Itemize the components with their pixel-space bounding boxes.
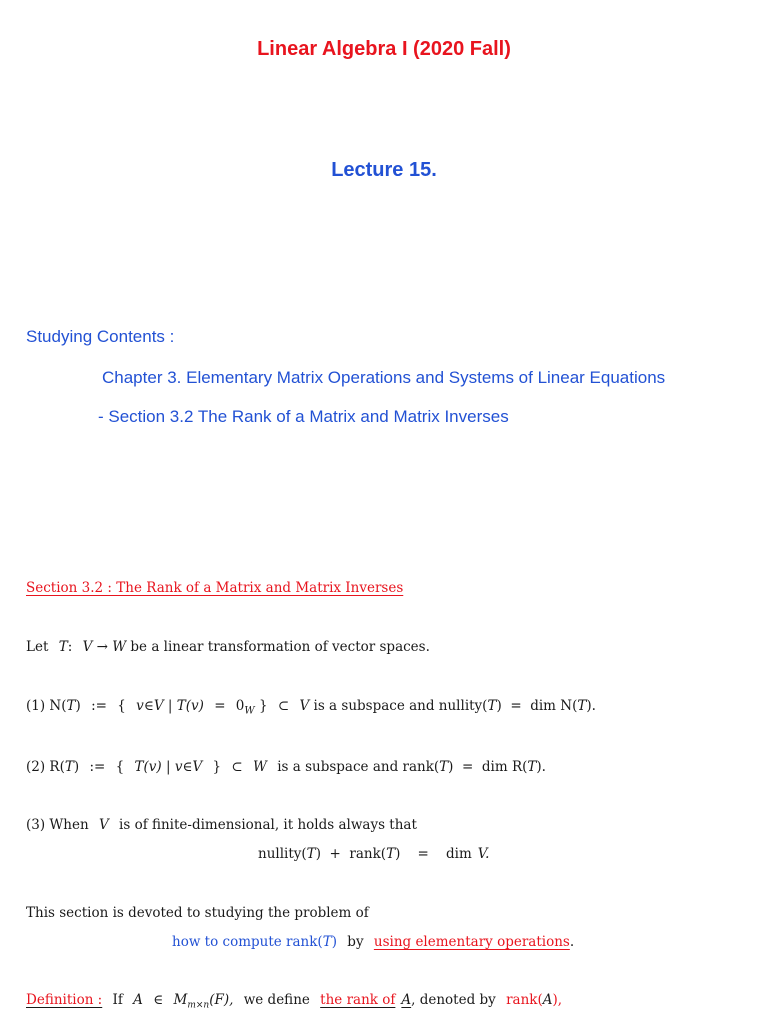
item1-T2: T: [487, 698, 497, 714]
item2-rest: is a subspace and rank(: [277, 759, 440, 775]
item1-set-close: }: [258, 698, 268, 714]
item2-eq2: ) = dim R(: [448, 759, 528, 775]
how-red-text: using elementary operations: [373, 934, 570, 950]
item1-subset: ⊂: [277, 698, 290, 714]
item-3: [26, 817, 417, 833]
formula-nullity: nullity(: [258, 846, 307, 862]
item1-bar: |: [167, 698, 173, 714]
item1-zero-sub: W: [244, 705, 255, 717]
item2-def: :=: [89, 759, 106, 775]
how-end: .: [569, 934, 575, 950]
intro-V: V: [82, 639, 93, 655]
item1-N: N(: [49, 698, 67, 714]
intro-line: [26, 639, 430, 655]
item2-R: R(: [49, 759, 65, 775]
item1-V: V: [153, 698, 164, 714]
formula-eq: ) = dim: [395, 846, 472, 862]
formula-plus: ) + rank(: [315, 846, 387, 862]
devoted-line: This section is devoted to studying the problem of: [26, 905, 369, 921]
item2-Tv: T(v): [134, 759, 162, 775]
definition-in: ∈: [153, 992, 164, 1008]
definition-if: If: [112, 992, 123, 1008]
rank-nullity-formula: [258, 846, 489, 862]
section-line: - Section 3.2 The Rank of a Matrix and Matrix Inverses: [98, 407, 509, 426]
item1-v: v: [136, 698, 144, 714]
item2-V: V: [192, 759, 203, 775]
item2-v: v: [174, 759, 183, 775]
how-to-line: [172, 934, 574, 950]
item1-def: :=: [91, 698, 107, 714]
item2-in: ∈: [182, 759, 193, 775]
document-title: Linear Algebra I (2020 Fall): [257, 38, 511, 60]
definition-label: Definition :: [26, 992, 103, 1008]
lecture-number: Lecture 15.: [331, 159, 437, 181]
item1-Tv: T(v): [176, 698, 204, 714]
intro-rest: be a linear transformation of vector spaces.: [130, 639, 430, 655]
item1-T: T: [66, 698, 76, 714]
definition-rank: rank(: [506, 992, 543, 1008]
item1-close: ): [75, 698, 81, 714]
item3-num: (3): [26, 817, 46, 833]
item-1: [26, 698, 596, 717]
item3-when: When: [49, 817, 89, 833]
intro-arrow: →: [96, 639, 108, 655]
item-2: [26, 759, 546, 775]
definition-M-sub: m×n: [187, 1000, 210, 1011]
definition-denoted: , denoted by: [411, 992, 496, 1008]
item1-zero: 0: [235, 698, 245, 714]
item1-in: ∈: [143, 698, 154, 714]
item2-T: T: [64, 759, 74, 775]
item2-bar: |: [165, 759, 171, 775]
definition-we-define: we define: [243, 992, 310, 1008]
item1-V2: V: [299, 698, 310, 714]
definition-F: (F),: [209, 992, 234, 1008]
how-T: T: [322, 934, 332, 950]
item1-set-open: {: [117, 698, 126, 714]
intro-let: Let: [26, 639, 49, 655]
definition-rank-close: ),: [552, 992, 563, 1008]
definition-A3: A: [542, 992, 553, 1008]
item3-V: V: [98, 817, 109, 833]
formula-T: T: [306, 846, 316, 862]
definition-A2: A: [401, 992, 412, 1008]
item2-close: ): [73, 759, 80, 775]
item2-end: ).: [536, 759, 546, 775]
item2-subset: ⊂: [231, 759, 243, 775]
definition-rank-of: the rank of: [320, 992, 396, 1008]
chapter-line: Chapter 3. Elementary Matrix Operations and Systems of Linear Equations: [102, 368, 666, 387]
how-blue-text: how to compute rank(: [172, 934, 323, 950]
item1-rest: is a subspace and nullity(: [313, 698, 488, 714]
item1-T3: T: [577, 698, 587, 714]
intro-colon: :: [67, 639, 73, 655]
item3-rest: is of finite-dimensional, it holds always that: [119, 817, 417, 833]
item2-num: (2): [26, 759, 46, 775]
definition-M: M: [173, 992, 188, 1008]
how-blue-close: ): [331, 934, 337, 950]
item2-set-close: }: [212, 759, 222, 775]
definition-A: A: [133, 992, 143, 1008]
formula-V: V.: [477, 846, 490, 862]
item2-set-open: {: [115, 759, 125, 775]
item1-end: ).: [586, 698, 596, 714]
item2-T3: T: [527, 759, 537, 775]
item1-eq2: ) = dim N(: [496, 698, 578, 714]
item2-W: W: [253, 759, 267, 775]
section-heading: Section 3.2 : The Rank of a Matrix and Matrix Inverses: [26, 580, 404, 596]
intro-T: T: [58, 639, 68, 655]
item1-num: (1): [26, 698, 46, 714]
item2-T2: T: [439, 759, 449, 775]
formula-T2: T: [386, 846, 396, 862]
intro-W: W: [112, 639, 127, 655]
definition-line: [26, 992, 562, 1011]
studying-contents-label: Studying Contents :: [26, 327, 175, 346]
item1-eq: =: [214, 698, 226, 714]
how-by: by: [347, 934, 364, 950]
